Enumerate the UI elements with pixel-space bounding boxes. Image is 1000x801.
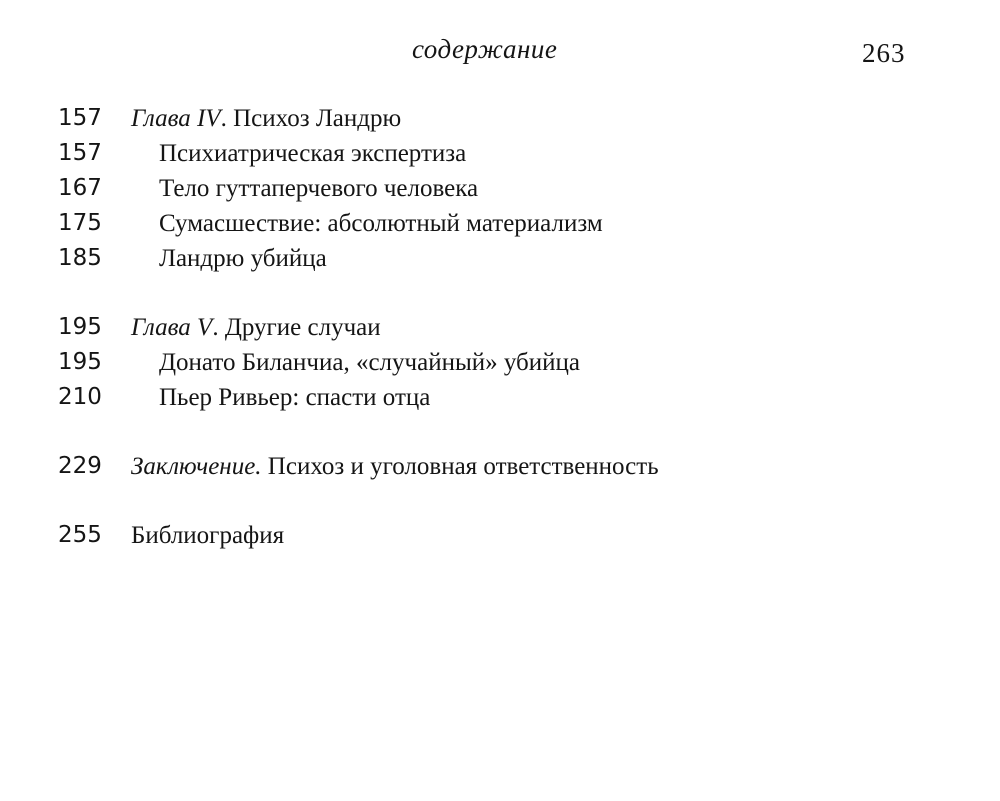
- toc-chapter-label: Глава V: [131, 314, 213, 341]
- toc-entry: [58, 136, 958, 171]
- toc-page-number: 175: [58, 210, 102, 236]
- toc-group-bibliography: [58, 518, 958, 553]
- toc-entry-title: Психиатрическая экспертиза: [159, 140, 467, 167]
- toc-entry-title: Библиография: [131, 522, 285, 549]
- toc-page-number: 195: [58, 349, 102, 375]
- running-head: [0, 34, 1000, 70]
- toc-page-number: 210: [58, 384, 102, 410]
- toc-entry-title: [131, 101, 401, 136]
- toc-entry: [58, 518, 958, 553]
- toc-page-number: 167: [58, 175, 102, 201]
- toc-entry-title: Сумасшествие: абсолютный материализм: [159, 210, 603, 237]
- toc-entry: [58, 449, 958, 484]
- toc-entry-title: [131, 310, 381, 345]
- toc-page-number: 229: [58, 453, 102, 479]
- running-title: содержание: [412, 34, 558, 64]
- toc-entry-title: Пьер Ривьер: спасти отца: [159, 384, 431, 411]
- toc-entry: [58, 345, 958, 380]
- toc-title-text: Другие случаи: [224, 314, 381, 341]
- toc-page-number: 195: [58, 314, 102, 340]
- toc-entry-title: Донато Биланчиа, «случайный» убийца: [159, 349, 581, 376]
- toc-page-number: 255: [58, 522, 102, 548]
- toc-entry-title: [131, 449, 659, 484]
- toc-entry: [58, 101, 958, 136]
- toc-group-chapter-5: [58, 310, 958, 415]
- toc-page-number: 157: [58, 140, 102, 166]
- toc-group-conclusion: [58, 449, 958, 484]
- toc-group-chapter-4: [58, 101, 958, 276]
- toc-chapter-label: Глава IV: [131, 105, 221, 132]
- table-of-contents: [58, 101, 958, 553]
- toc-separator: .: [220, 105, 234, 132]
- toc-separator: .: [212, 314, 225, 341]
- toc-entry: [58, 310, 958, 345]
- toc-entry: [58, 380, 958, 415]
- toc-entry: [58, 241, 958, 276]
- toc-page-number: 157: [58, 105, 102, 131]
- toc-entry: [58, 206, 958, 241]
- toc-entry-title: Ландрю убийца: [159, 245, 327, 272]
- toc-chapter-label: Заключение.: [131, 453, 262, 480]
- toc-title-text: Психоз и уголовная ответственность: [267, 453, 659, 480]
- toc-title-text: Психоз Ландрю: [233, 105, 402, 132]
- toc-entry: [58, 171, 958, 206]
- page-number: 263: [862, 38, 906, 68]
- toc-entry-title: Тело гуттаперчевого человека: [159, 175, 479, 202]
- toc-page-number: 185: [58, 245, 102, 271]
